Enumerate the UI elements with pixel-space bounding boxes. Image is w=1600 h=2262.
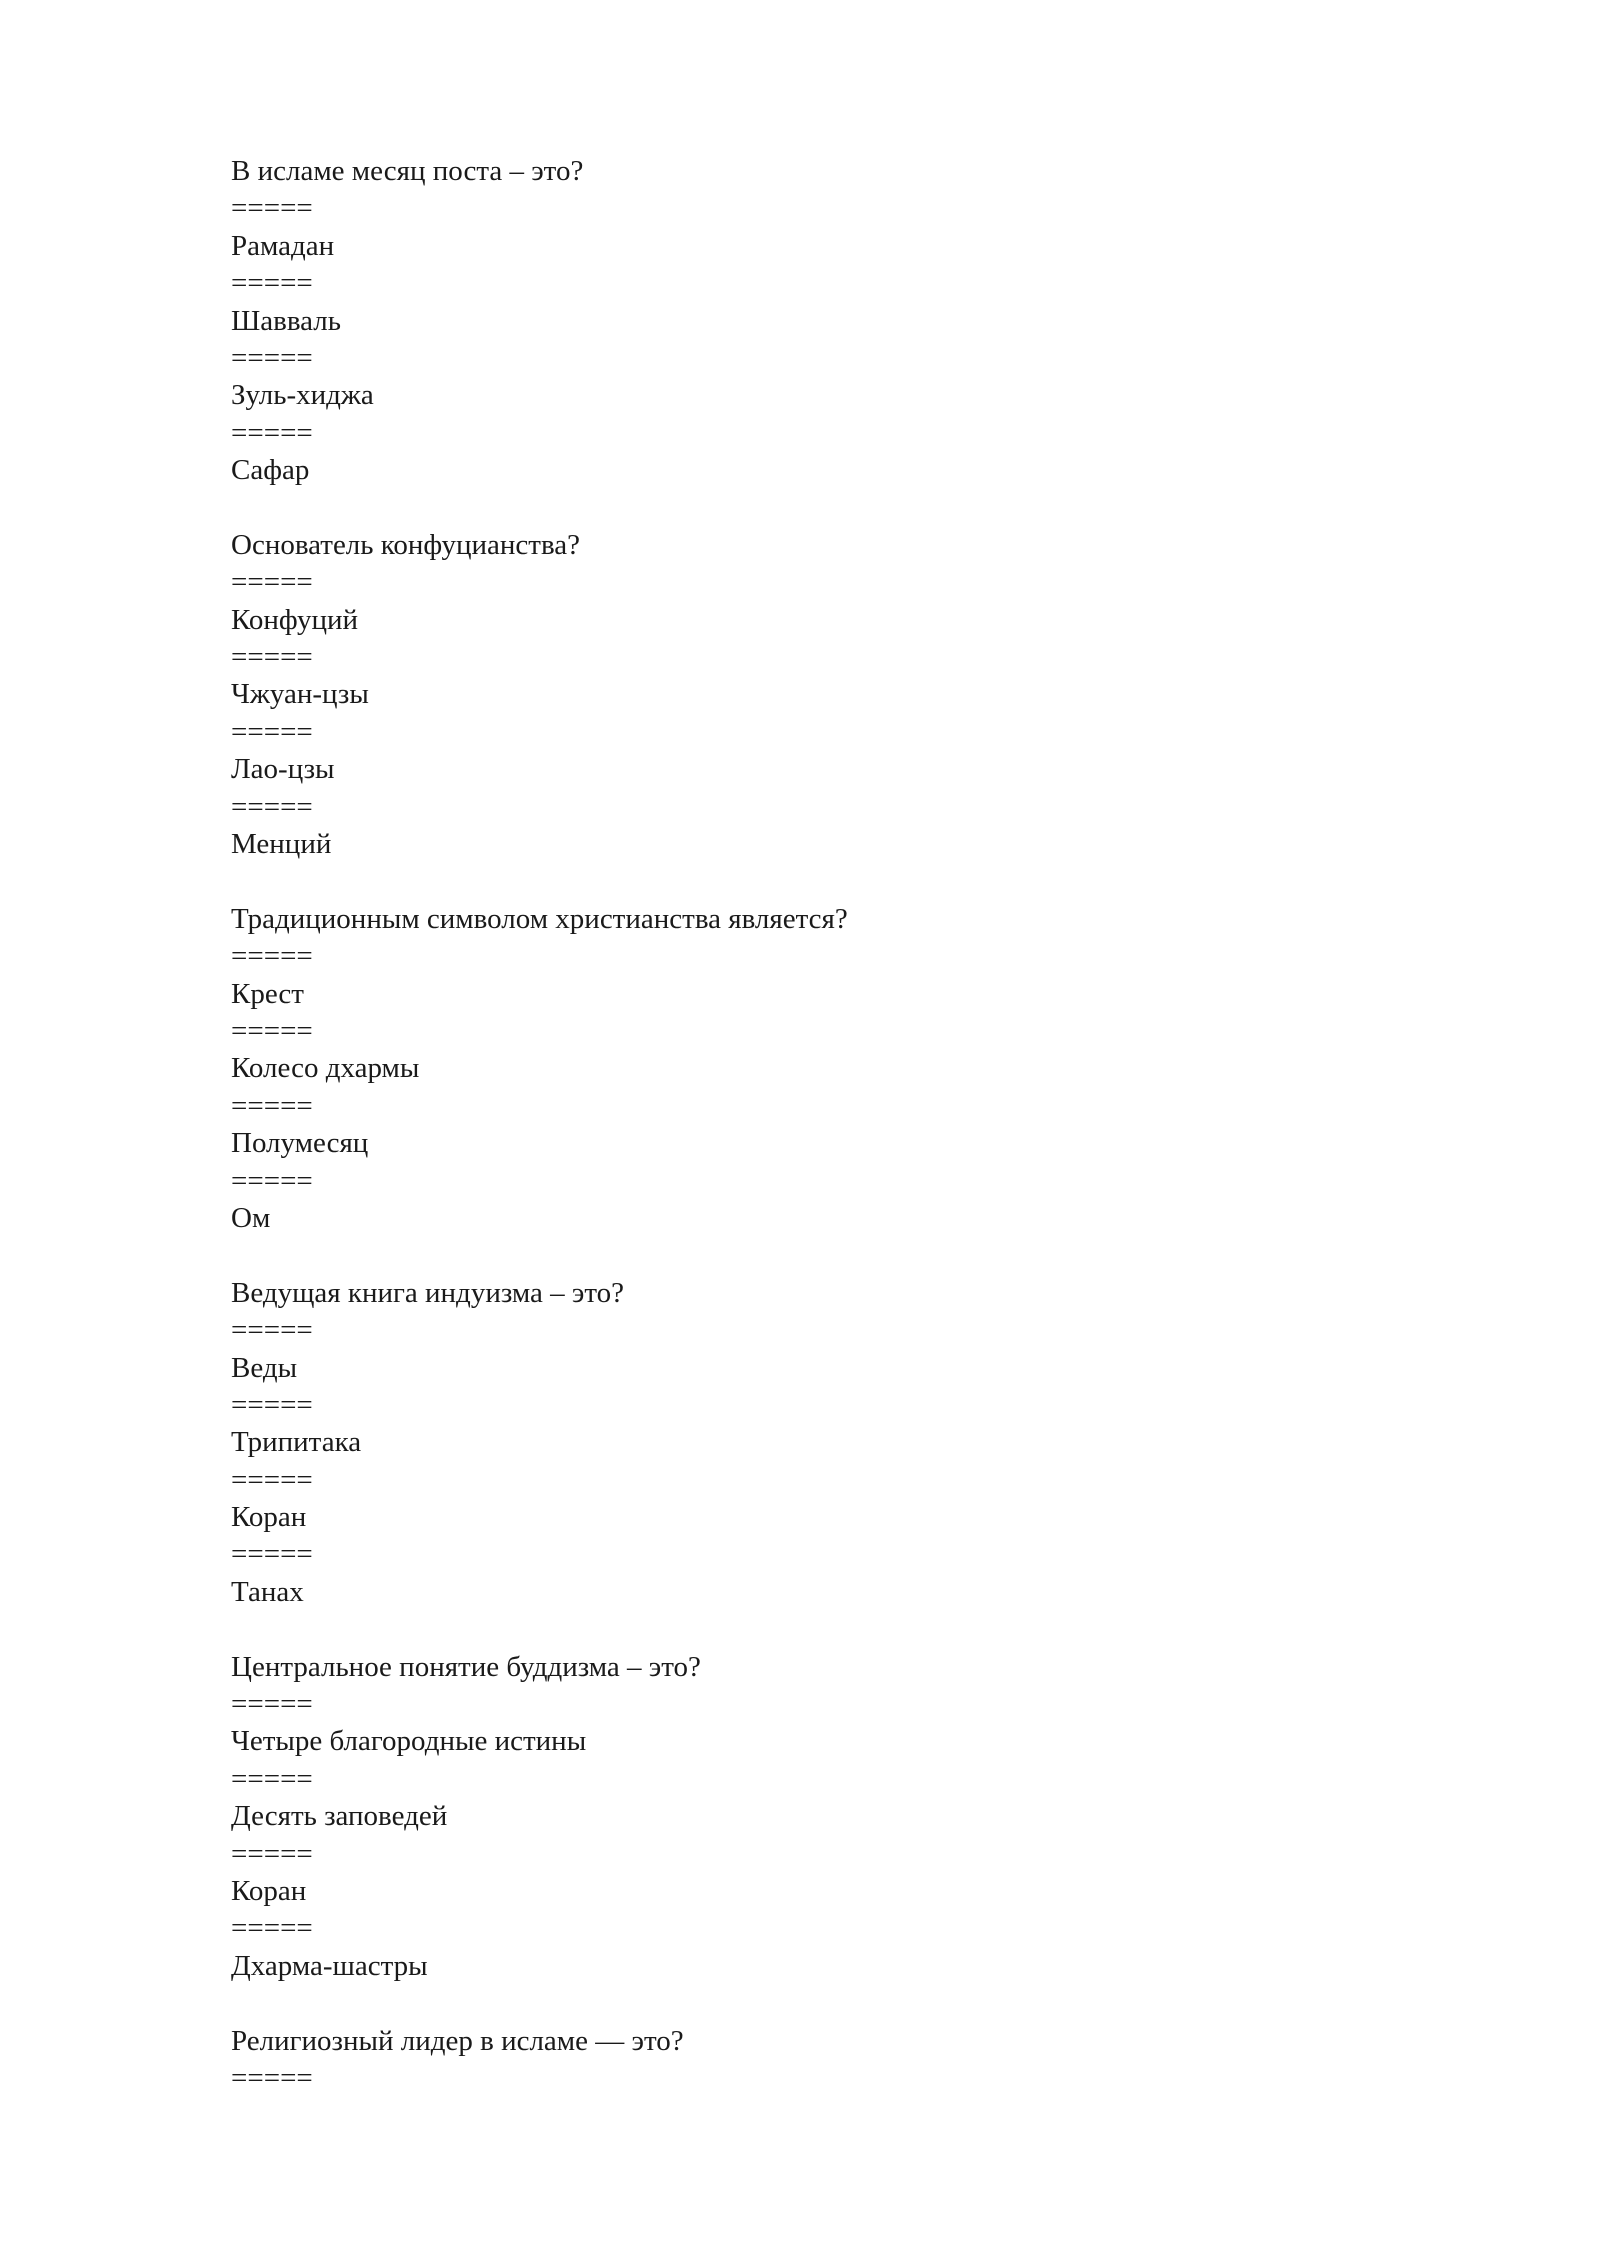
answer-option: Ом xyxy=(231,1201,271,1234)
question-block xyxy=(231,1649,1431,1986)
answer-option: Коран xyxy=(231,1501,307,1534)
answer-option: Колесо дхармы xyxy=(231,1052,420,1085)
answer-option: Менций xyxy=(231,828,332,861)
separator: ===== xyxy=(231,2061,313,2094)
answer-option: Чжуан-цзы xyxy=(231,678,369,711)
document-page xyxy=(231,153,1431,2097)
answer-option: Конфуций xyxy=(231,603,359,636)
answer-option: Веды xyxy=(231,1351,298,1384)
separator: ===== xyxy=(231,790,313,823)
answer-option: Зуль-хиджа xyxy=(231,379,374,412)
question-text: Центральное понятие буддизма – это? xyxy=(231,1650,701,1683)
separator: ===== xyxy=(231,1538,313,1571)
separator: ===== xyxy=(231,1463,313,1496)
separator: ===== xyxy=(231,416,313,449)
answer-option: Коран xyxy=(231,1874,307,1907)
separator: ===== xyxy=(231,715,313,748)
answer-option: Четыре благородные истины xyxy=(231,1725,587,1758)
question-block xyxy=(231,2023,1431,2098)
separator: ===== xyxy=(231,267,313,300)
separator: ===== xyxy=(231,341,313,374)
answer-option: Полумесяц xyxy=(231,1127,369,1160)
separator: ===== xyxy=(231,1688,313,1721)
separator: ===== xyxy=(231,192,313,225)
question-block xyxy=(231,901,1431,1238)
question-text: Ведущая книга индуизма – это? xyxy=(231,1276,625,1309)
separator: ===== xyxy=(231,1014,313,1047)
answer-option: Танах xyxy=(231,1575,304,1608)
answer-option: Сафар xyxy=(231,454,310,487)
separator: ===== xyxy=(231,1164,313,1197)
question-text: В исламе месяц поста – это? xyxy=(231,155,584,187)
question-text: Основатель конфуцианства? xyxy=(231,528,580,561)
separator: ===== xyxy=(231,1314,313,1347)
question-text: Традиционным символом христианства является? xyxy=(231,902,848,935)
separator: ===== xyxy=(231,1388,313,1421)
answer-option: Дхарма-шастры xyxy=(231,1949,428,1982)
question-text: Религиозный лидер в исламе — это? xyxy=(231,2024,684,2057)
answer-option: Крест xyxy=(231,977,304,1010)
answer-option: Рамадан xyxy=(231,229,335,262)
separator: ===== xyxy=(231,1089,313,1122)
blank-line xyxy=(231,1237,1431,1274)
separator: ===== xyxy=(231,1837,313,1870)
separator: ===== xyxy=(231,1912,313,1945)
question-block xyxy=(231,1275,1431,1612)
answer-option: Трипитака xyxy=(231,1426,362,1459)
blank-line xyxy=(231,1611,1431,1648)
separator: ===== xyxy=(231,1762,313,1795)
separator: ===== xyxy=(231,940,313,973)
separator: ===== xyxy=(231,641,313,674)
question-block xyxy=(231,153,1431,490)
answer-option: Десять заповедей xyxy=(231,1800,448,1833)
answer-option: Шавваль xyxy=(231,304,341,337)
answer-option: Лао-цзы xyxy=(231,753,335,786)
blank-line xyxy=(231,1985,1431,2022)
blank-line xyxy=(231,863,1431,900)
separator: ===== xyxy=(231,566,313,599)
question-block xyxy=(231,527,1431,864)
blank-line xyxy=(231,490,1431,527)
